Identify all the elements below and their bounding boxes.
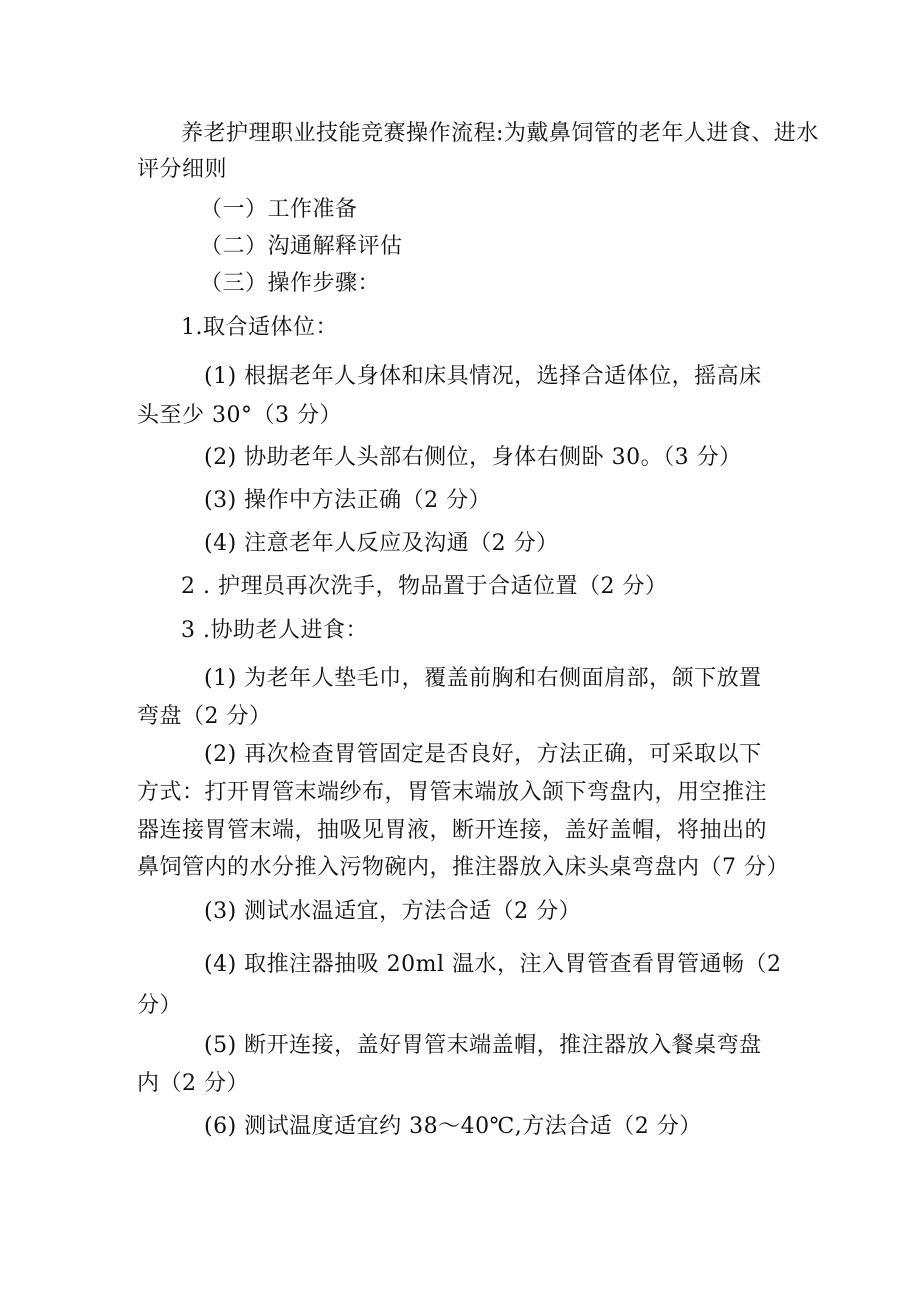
step-3-heading: 3 .协助老人进食：	[181, 618, 368, 643]
step-1-item-2: (2) 协助老年人头部右侧位，身体右侧卧 30。（3 分）	[204, 445, 742, 470]
step-1-heading: 1.取合适体位：	[181, 315, 338, 340]
step-3-item-2-line-3: 器连接胃管末端，抽吸见胃液，断开连接，盖好盖帽，将抽出的	[137, 818, 768, 843]
step-3-item-2-line-1: (2) 再次检查胃管固定是否良好，方法正确，可采取以下	[204, 742, 762, 767]
step-3-item-5-line-2: 内（2 分）	[137, 1071, 249, 1096]
step-1-item-4: (4) 注意老年人反应及沟通（2 分）	[204, 531, 559, 556]
document-title-line-1: 养老护理职业技能竞赛操作流程:为戴鼻饲管的老年人进食、进水	[181, 121, 819, 146]
section-operation-steps: （三）操作步骤：	[200, 271, 381, 296]
step-2: 2 . 护理员再次洗手，物品置于合适位置（2 分）	[181, 574, 668, 599]
step-1-item-3: (3) 操作中方法正确（2 分）	[204, 488, 492, 513]
step-3-item-3: (3) 测试水温适宜，方法合适（2 分）	[204, 899, 582, 924]
step-3-item-1-line-1: (1) 为老年人垫毛巾，覆盖前胸和右侧面肩部，颌下放置	[204, 666, 762, 691]
section-work-preparation: （一）工作准备	[200, 197, 358, 222]
step-1-item-1-line-2: 头至少 30°（3 分）	[137, 403, 342, 428]
step-3-item-4-line-2: 分）	[137, 993, 183, 1018]
step-3-item-1-line-2: 弯盘（2 分）	[137, 704, 272, 729]
step-3-item-6: (6) 测试温度适宜约 38～40℃,方法合适（2 分）	[204, 1114, 702, 1139]
step-3-item-4-line-1: (4) 取推注器抽吸 20ml 温水，注入胃管查看胃管通畅（2	[204, 952, 782, 977]
step-3-item-2-line-4: 鼻饲管内的水分推入污物碗内，推注器放入床头桌弯盘内（7 分）	[137, 855, 789, 880]
step-3-item-2-line-2: 方式：打开胃管末端纱布，胃管末端放入颌下弯盘内，用空推注	[137, 780, 768, 805]
step-3-item-5-line-1: (5) 断开连接，盖好胃管末端盖帽，推注器放入餐桌弯盘	[204, 1033, 762, 1058]
step-1-item-1-line-1: (1) 根据老年人身体和床具情况，选择合适体位，摇高床	[204, 364, 762, 389]
document-title-line-2: 评分细则	[137, 157, 228, 182]
section-communication-assessment: （二）沟通解释评估	[200, 234, 403, 259]
